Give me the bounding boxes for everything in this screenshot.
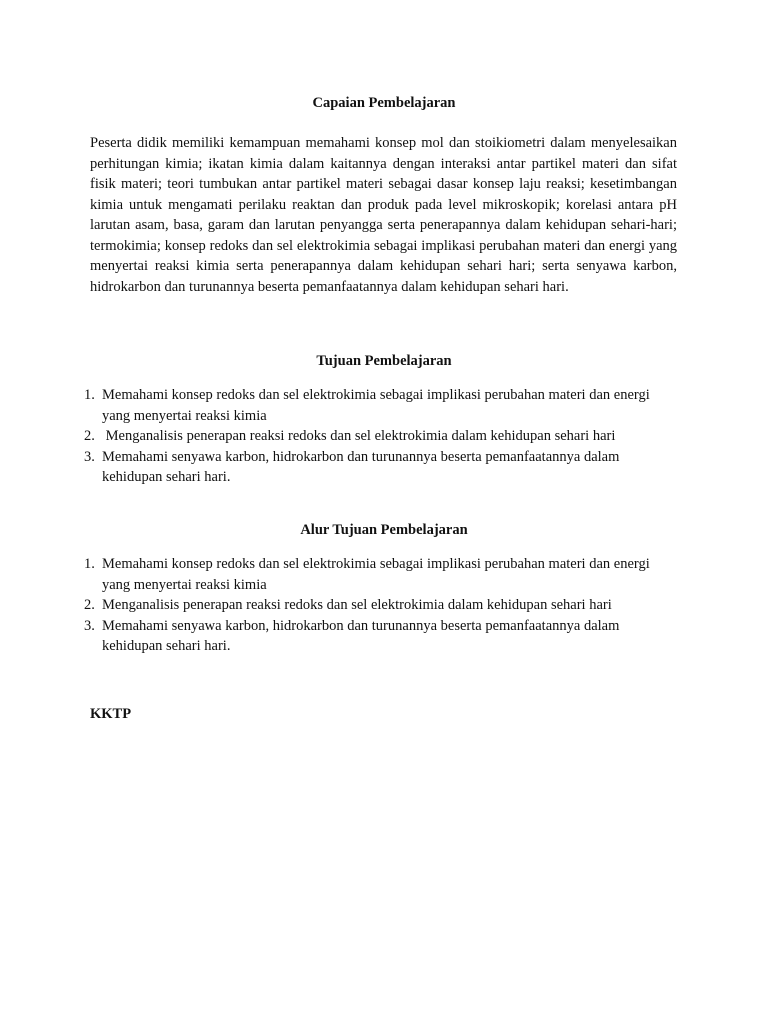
tujuan-heading: Tujuan Pembelajaran <box>316 353 452 369</box>
alur-list-item <box>80 554 680 595</box>
tujuan-list-item <box>80 447 680 488</box>
capaian-heading: Capaian Pembelajaran <box>312 95 456 111</box>
alur-heading: Alur Tujuan Pembelajaran <box>300 522 468 538</box>
list-item-text: Menganalisis penerapan reaksi redoks dan sel elektrokimia dalam kehidupan sehari hari <box>102 428 616 444</box>
alur-list-item <box>80 616 680 657</box>
list-item-text: Memahami senyawa karbon, hidrokarbon dan turunannya beserta pemanfaatannya dalam kehidupan sehari hari. <box>102 617 620 654</box>
list-item-text: Memahami konsep redoks dan sel elektrokimia sebagai implikasi perubahan materi dan energi yang menyertai reaksi kimia <box>102 387 650 424</box>
tujuan-list-item <box>80 426 680 447</box>
list-number: 3. <box>84 448 95 465</box>
list-number: 1. <box>84 556 95 572</box>
list-item-text: Menganalisis penerapan reaksi redoks dan sel elektrokimia dalam kehidupan sehari hari <box>102 597 612 613</box>
kktp-heading: KKTP <box>90 706 132 722</box>
list-number: 2. <box>84 597 95 613</box>
tujuan-list <box>80 385 680 488</box>
tujuan-list-item <box>80 385 680 426</box>
list-number: 3. <box>84 617 95 634</box>
list-item-text: Memahami senyawa karbon, hidrokarbon dan turunannya beserta pemanfaatannya dalam kehidupan sehari hari. <box>102 448 620 485</box>
capaian-paragraph: Peserta didik memiliki kemampuan memahami konsep mol dan stoikiometri dalam menyelesaikan perhitungan kimia; ikatan kimia dalam kaitannya dengan interaksi antar partikel materi dan sifat fisik materi; teori tumbukan antar partikel materi sebagai dasar konsep laju reaksi; kesetimbangan kimia untuk mengamati perilaku reaktan dan produk pada level mikroskopik; korelasi antara pH larutan asam, basa, garam dan larutan penyangga serta penerapannya dalam kehidupan sehari-hari; termokimia; konsep redoks dan sel elektrokimia sebagai implikasi perubahan materi dan energi yang menyertai reaksi kimia serta penerapannya dalam kehidupan sehari hari; serta senyawa karbon, hidrokarbon dan turunannya beserta pemanfaatannya dalam kehidupan sehari hari. <box>90 135 677 295</box>
list-number: 1. <box>84 387 95 403</box>
list-number: 2. <box>84 428 95 444</box>
list-item-text: Memahami konsep redoks dan sel elektrokimia sebagai implikasi perubahan materi dan energi yang menyertai reaksi kimia <box>102 556 650 593</box>
alur-list-item <box>80 595 680 616</box>
alur-list <box>80 554 680 657</box>
